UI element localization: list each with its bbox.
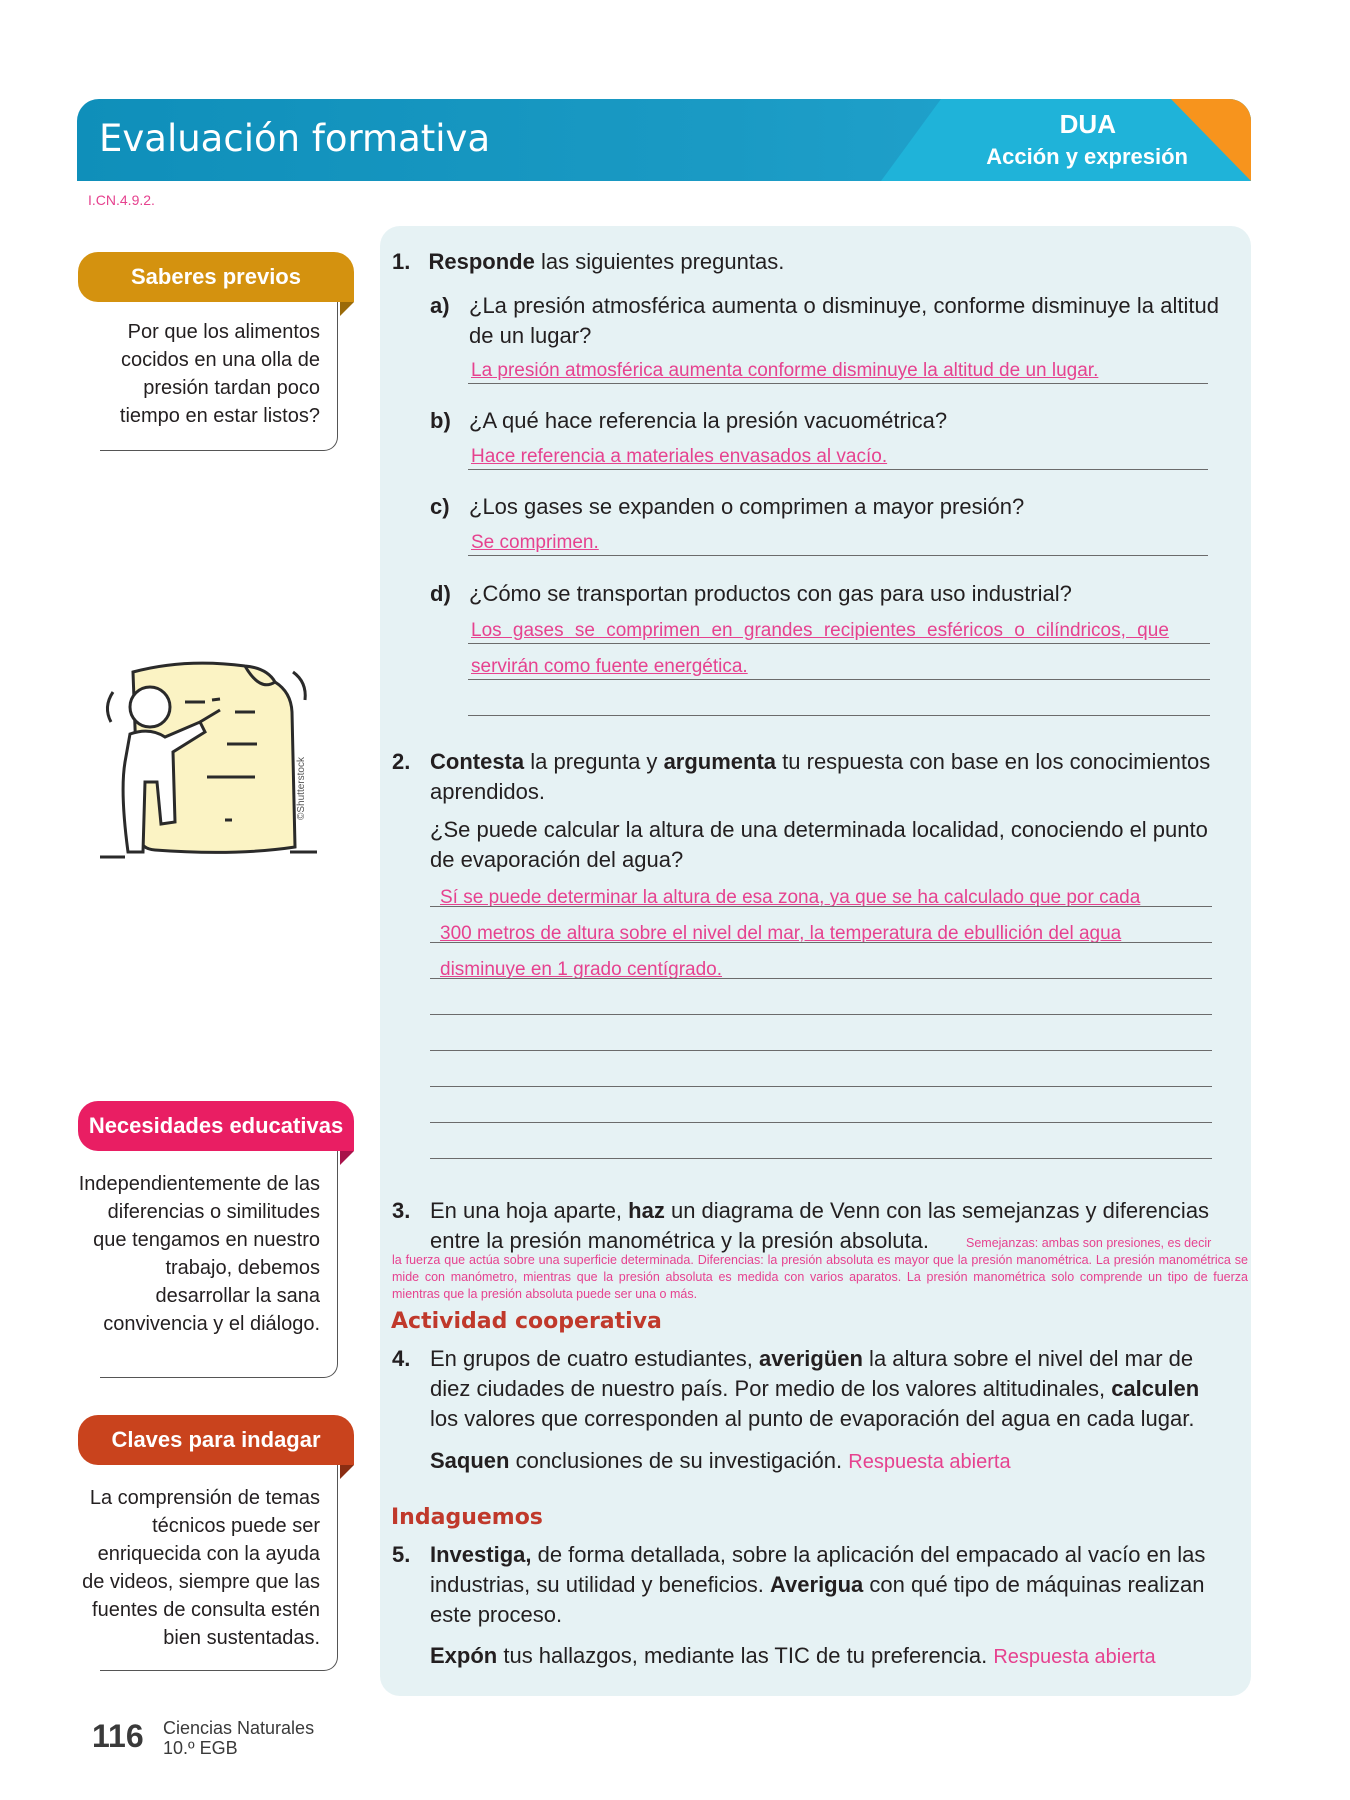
item-d-question: ¿Cómo se transportan productos con gas para uso industrial? [469,581,1072,606]
question-verb: averigüen [759,1346,863,1371]
question-text: las siguientes preguntas. [534,249,785,274]
actividad-cooperativa-title: Actividad cooperativa [391,1309,662,1334]
item-letter-a: a) [430,293,450,318]
question-verb: Responde [428,249,535,274]
question-text: los valores que corresponden al punto de evaporación del agua en cada lugar. [430,1406,1195,1431]
question-verb: Contesta [430,749,525,774]
dua-title: DUA [1059,109,1116,139]
item-c-question: ¿Los gases se expanden o comprimen a mayor presión? [469,494,1025,519]
footer-grade: 10.º EGB [163,1738,238,1758]
item-letter-b: b) [430,408,451,433]
indaguemos-title: Indaguemos [391,1505,543,1530]
question-2-answer-line2: 300 metros de altura sobre el nivel del mar, la temperatura de ebullición del agua [440,923,1122,944]
answer-line [468,679,1210,680]
answer-line [468,555,1208,556]
question-5-prompt [430,1540,1220,1630]
question-text: tus hallazgos, mediante las TIC de tu preferencia. [497,1643,988,1668]
item-letter-c: c) [430,494,450,519]
answer-line [468,643,1210,644]
necesidades-educativas-text: Independientemente de las diferencias o similitudes que tengamos en nuestro trabajo, debemos desarrollar la sana convivencia y el diálogo. [78,1173,320,1335]
image-credit: ©Shutterstock [296,757,307,820]
question-number: 1. [392,249,411,274]
fold-corner [340,1151,354,1165]
question-3-answer-first: Semejanzas: ambas son presiones, es decir [966,1236,1212,1250]
question-text: tu respuesta con base en los conocimientos aprendidos. [430,749,1211,804]
question-text: la altura sobre el nivel del mar de diez ciudades de nuestro país. Por medio de los valores altitudinales, [430,1346,1194,1401]
question-number: 3. [392,1198,411,1223]
answer-line [468,715,1210,716]
answer-line [430,978,1212,979]
question-2-answer-line1: Sí se puede determinar la altura de esa zona, ya que se ha calculado que por cada [440,887,1141,908]
answer-line [468,469,1208,470]
question-text: la pregunta y [524,749,664,774]
question-number: 5. [392,1542,411,1567]
item-b-question: ¿A qué hace referencia la presión vacuométrica? [469,408,948,433]
item-c-answer: Se comprimen. [471,532,599,553]
answer-line [430,1086,1212,1087]
page-number: 116 [92,1718,144,1754]
question-2-answer-line3: disminuye en 1 grado centígrado. [440,959,723,980]
item-a-answer: La presión atmosférica aumenta conforme disminuye la altitud de un lugar. [471,360,1099,381]
question-verb: argumenta [663,749,777,774]
question-text: conclusiones de su investigación. [509,1448,843,1473]
question-2-question: ¿Se puede calcular la altura de una determinada localidad, conociendo el punto de evaporación del agua? [430,817,1208,872]
question-4-conclusion [430,1446,1220,1477]
answer-line [468,383,1208,384]
item-b-answer: Hace referencia a materiales envasados al vacío. [471,446,888,467]
claves-para-indagar-text: La comprensión de temas técnicos puede ser enriquecida con la ayuda de videos, siempre que las fuentes de consulta estén bien sustentadas. [82,1487,320,1649]
saberes-previos-text: Por que los alimentos cocidos en una olla de presión tardan poco tiempo en estar listos? [119,321,320,427]
question-5-expose [430,1641,1220,1672]
saberes-previos-header: Saberes previos [78,252,354,302]
fold-corner [340,302,354,316]
page-title: Evaluación formativa [99,117,491,160]
question-4-prompt [430,1344,1220,1434]
question-verb: Averigua [769,1572,864,1597]
question-number: 4. [392,1346,411,1371]
question-text: un diagrama de Venn con las semejanzas y diferencias entre la presión manométrica y la presión absoluta. [430,1198,1210,1253]
footer-subject: Ciencias Naturales [163,1718,315,1738]
indicator-code: I.CN.4.9.2. [88,192,155,208]
item-d-answer-line1: Los gases se comprimen en grandes recipientes esféricos o cilíndricos, que [471,620,1169,641]
question-verb: Expón [430,1643,498,1668]
answer-line [430,1050,1212,1051]
fold-corner [340,1465,354,1479]
question-verb: Investiga, [430,1542,532,1567]
answer-line [430,942,1212,943]
question-verb: haz [628,1198,665,1223]
answer-line [430,906,1212,907]
question-verb: calculen [1111,1376,1200,1401]
question-text: de forma detallada, sobre la aplicación del empacado al vacío en las industrias, su utilidad y beneficios. [430,1542,1206,1597]
question-5-answer: Respuesta abierta [993,1646,1156,1668]
question-verb: Saquen [430,1448,510,1473]
question-1 [392,247,1232,277]
claves-para-indagar-header: Claves para indagar [78,1415,354,1465]
question-text: En grupos de cuatro estudiantes, [430,1346,759,1371]
question-2-prompt [430,747,1220,807]
question-text: En una hoja aparte, [430,1198,629,1223]
question-4-answer: Respuesta abierta [848,1451,1011,1473]
saberes-previos-frame [100,302,338,451]
necesidades-educativas-header: Necesidades educativas [78,1101,354,1151]
answer-line [430,1158,1212,1159]
necesidades-educativas-frame [100,1151,338,1378]
dua-subtitle: Acción y expresión [986,144,1188,169]
item-letter-d: d) [430,581,451,606]
question-text: con qué tipo de máquinas realizan este proceso. [430,1572,1205,1627]
question-3-answer: la fuerza que actúa sobre una superficie determinada. Diferencias: la presión absoluta es mayor que la presión manométrica. La presión manométrica se mide con manómetro, mientras que la presión absoluta es medida con varios aparatos. La presión manométrica solo comprende un tipo de fuerza mientras que la presión absoluta puede ser una o más. [392,1253,1248,1301]
item-a-question: ¿La presión atmosférica aumenta o disminuye, conforme disminuye la altitud de un lugar? [469,293,1219,348]
answer-line [430,1122,1212,1123]
header-banner [77,99,1251,181]
claves-para-indagar-frame [100,1465,338,1671]
question-number: 2. [392,749,411,774]
item-d-answer-line2: servirán como fuente energética. [471,656,748,677]
answer-line [430,1014,1212,1015]
